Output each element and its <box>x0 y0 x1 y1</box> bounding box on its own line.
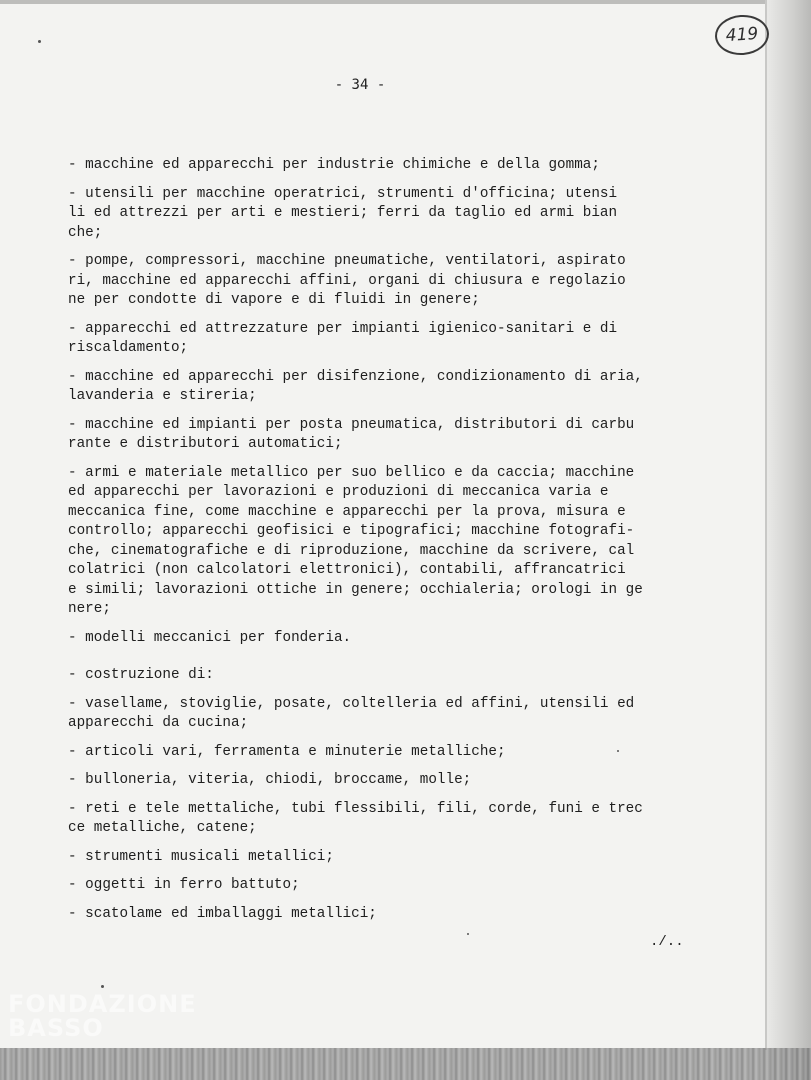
document-body <box>68 156 728 933</box>
list-item <box>68 743 728 763</box>
archive-stamp-number: 419 <box>714 13 771 57</box>
scan-speck <box>467 933 469 935</box>
text-line: che; <box>68 224 103 241</box>
list-item <box>68 771 728 791</box>
list-item <box>68 848 728 868</box>
scan-speck <box>38 40 41 43</box>
text-line: - reti e tele mettaliche, tubi flessibili, fili, corde, funi e trec <box>68 800 643 817</box>
text-line: - modelli meccanici per fonderia. <box>68 629 352 646</box>
list-item <box>68 464 728 620</box>
text-line: lavanderia e stireria; <box>68 388 257 404</box>
text-line: - strumenti musicali metallici; <box>68 848 334 865</box>
text-line: - macchine ed impianti per posta pneumatica, distributori di carbu <box>68 416 635 433</box>
list-item <box>68 185 728 244</box>
text-line: - articoli vari, ferramenta e minuterie metalliche; <box>68 743 506 760</box>
text-line: ce metalliche, catene; <box>68 820 257 836</box>
text-line: - macchine ed apparecchi per industrie chimiche e della gomma; <box>68 157 600 173</box>
text-line: controllo; apparecchi geofisici e tipografici; macchine fotografi- <box>68 523 635 539</box>
text-line: - pompe, compressori, macchine pneumatiche, ventilatori, aspirato <box>68 253 626 269</box>
scan-speck <box>101 985 104 988</box>
text-line: nere; <box>68 601 111 617</box>
text-line: riscaldamento; <box>68 340 189 356</box>
text-line: ed apparecchi per lavorazioni e produzioni di meccanica varia e <box>68 484 609 500</box>
list-item <box>68 629 728 649</box>
text-line: ri, macchine ed apparecchi affini, organi di chiusura e regolazio <box>68 272 626 289</box>
text-line: - bulloneria, viteria, chiodi, broccame, molle; <box>68 772 472 788</box>
list-item <box>68 156 728 176</box>
list-item <box>68 252 728 311</box>
archive-watermark: FONDAZIONE BASSO <box>8 990 197 1042</box>
continuation-mark: ./.. <box>650 934 684 950</box>
list-item <box>68 695 728 734</box>
text-line: - costruzione di: <box>68 667 214 683</box>
text-line: li ed attrezzi per arti e mestieri; ferri da taglio ed armi bian <box>68 205 618 221</box>
scan-speck <box>617 750 619 752</box>
text-line: e simili; lavorazioni ottiche in genere; occhialeria; orologi in ge <box>68 581 643 598</box>
scan-bottom-edge <box>0 1048 811 1080</box>
text-line: - utensili per macchine operatrici, strumenti d'officina; utensi <box>68 185 618 202</box>
text-line: - vasellame, stoviglie, posate, coltelleria ed affini, utensili ed <box>68 695 635 712</box>
page-number: - 34 - <box>334 77 386 93</box>
scan-right-edge <box>767 0 811 1080</box>
text-line: - scatolame ed imballaggi metallici; <box>68 905 377 922</box>
text-line: colatrici (non calcolatori elettronici), contabili, affrancatrici <box>68 562 626 578</box>
text-line: apparecchi da cucina; <box>68 715 249 731</box>
text-line: meccanica fine, come macchine e apparecchi per la prova, misura e <box>68 503 626 520</box>
list-item <box>68 800 728 839</box>
text-line: rante e distributori automatici; <box>68 436 343 452</box>
text-line: - oggetti in ferro battuto; <box>68 877 300 893</box>
text-line: - apparecchi ed attrezzature per impianti igienico-sanitari e di <box>68 320 618 337</box>
list-item <box>68 905 728 925</box>
text-line: - armi e materiale metallico per suo bellico e da caccia; macchine <box>68 464 635 481</box>
list-item <box>68 876 728 896</box>
text-line: ne per condotte di vapore e di fluidi in genere; <box>68 292 480 308</box>
list-item <box>68 368 728 407</box>
list-item <box>68 320 728 359</box>
scan-top-edge <box>0 0 811 4</box>
text-line: che, cinematografiche e di riproduzione, macchine da scrivere, cal <box>68 542 635 559</box>
text-line: - macchine ed apparecchi per disifenzione, condizionamento di aria, <box>68 368 643 385</box>
list-item <box>68 416 728 455</box>
list-item <box>68 666 728 686</box>
